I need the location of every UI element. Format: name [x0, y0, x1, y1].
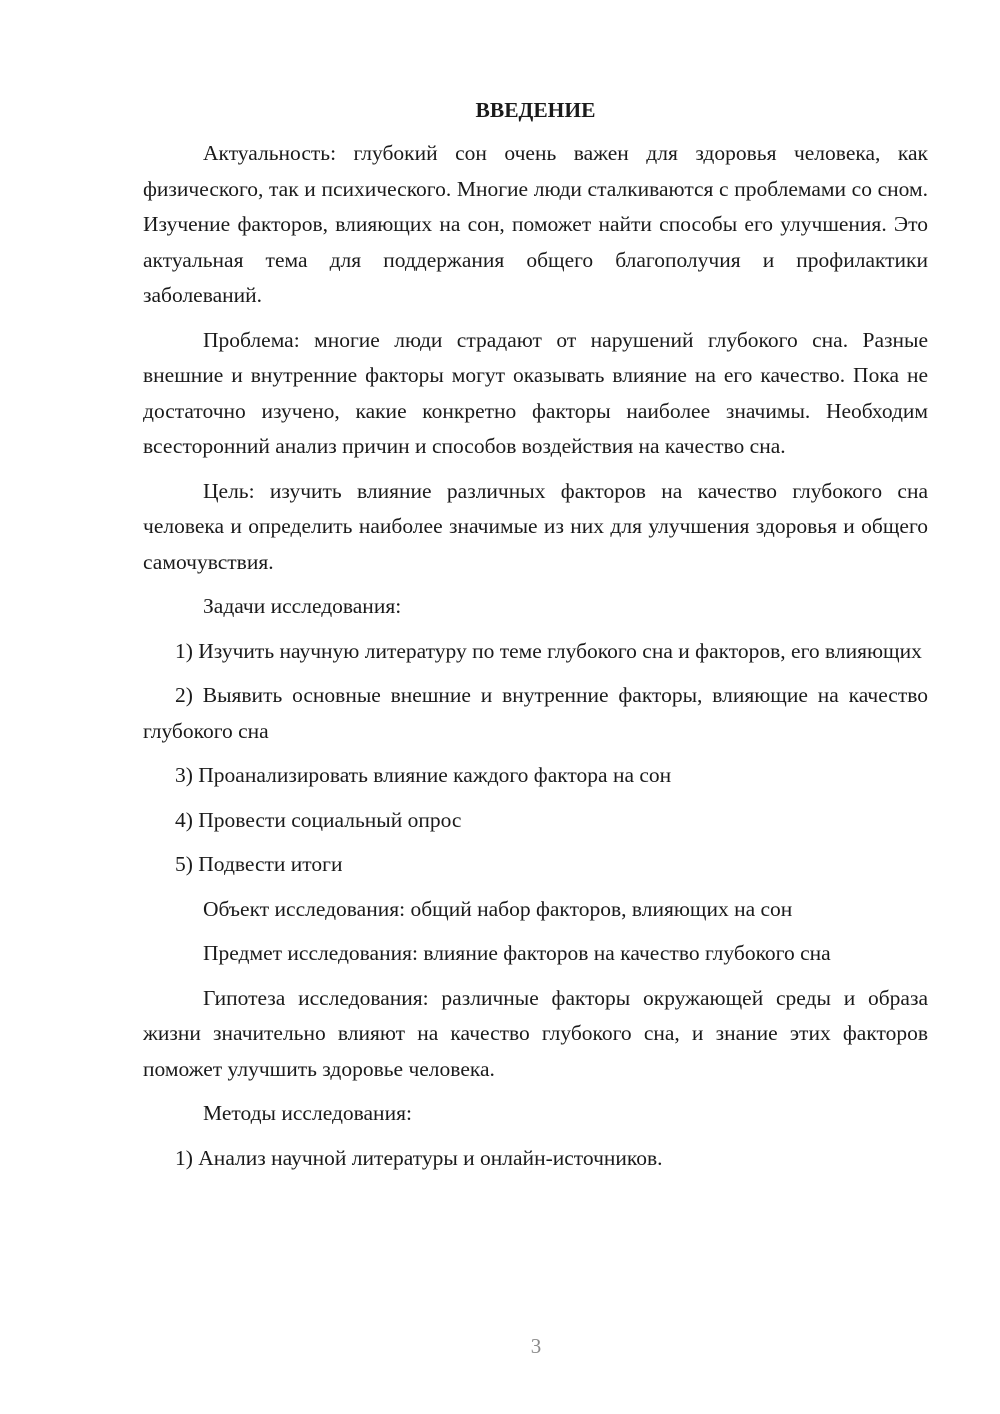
- problem-paragraph: Проблема: многие люди страдают от нарушений глубокого сна. Разные внешние и внутренние факторы могут оказывать влияние на его качество. Пока не достаточно изучено, какие конкретно факторы наиболее значимы. Необходим всесторонний анализ причин и способов воздействия на качество сна.: [143, 327, 928, 458]
- task-item-4: 4) Провести социальный опрос: [175, 807, 462, 832]
- object-paragraph: Объект исследования: общий набор факторов, влияющих на сон: [203, 896, 793, 921]
- hypothesis-paragraph: Гипотеза исследования: различные факторы окружающей среды и образа жизни значительно влияют на качество глубокого сна, и знание этих факторов поможет улучшить здоровье человека.: [143, 985, 928, 1081]
- goal-paragraph: Цель: изучить влияние различных факторов на качество глубокого сна человека и определить наиболее значимые из них для улучшения здоровья и общего самочувствия.: [143, 478, 928, 574]
- task-item-3: 3) Проанализировать влияние каждого фактора на сон: [175, 763, 672, 787]
- methods-title: Методы исследования:: [203, 1101, 412, 1125]
- task-item-1: 1) Изучить научную литературу по теме глубокого сна и факторов, его влияющих: [175, 638, 922, 663]
- section-heading: ВВЕДЕНИЕ: [475, 98, 596, 122]
- tasks-title: Задачи исследования:: [203, 594, 402, 618]
- page-number: 3: [530, 1334, 542, 1358]
- task-item-5: 5) Подвести итоги: [175, 852, 343, 876]
- task-item-2: 2) Выявить основные внешние и внутренние факторы, влияющие на качество глубокого сна: [143, 683, 928, 743]
- subject-paragraph: Предмет исследования: влияние факторов на качество глубокого сна: [203, 941, 831, 965]
- page-content: [143, 96, 928, 1176]
- relevance-paragraph: Актуальность: глубокий сон очень важен для здоровья человека, как физического, так и психического. Многие люди сталкиваются с проблемами со сном. Изучение факторов, влияющих на сон, поможет найти способы его улучшения. Это актуальная тема для поддержания общего благополучия и профилактики заболеваний.: [143, 141, 928, 307]
- method-item-1: 1) Анализ научной литературы и онлайн-источников.: [175, 1145, 663, 1170]
